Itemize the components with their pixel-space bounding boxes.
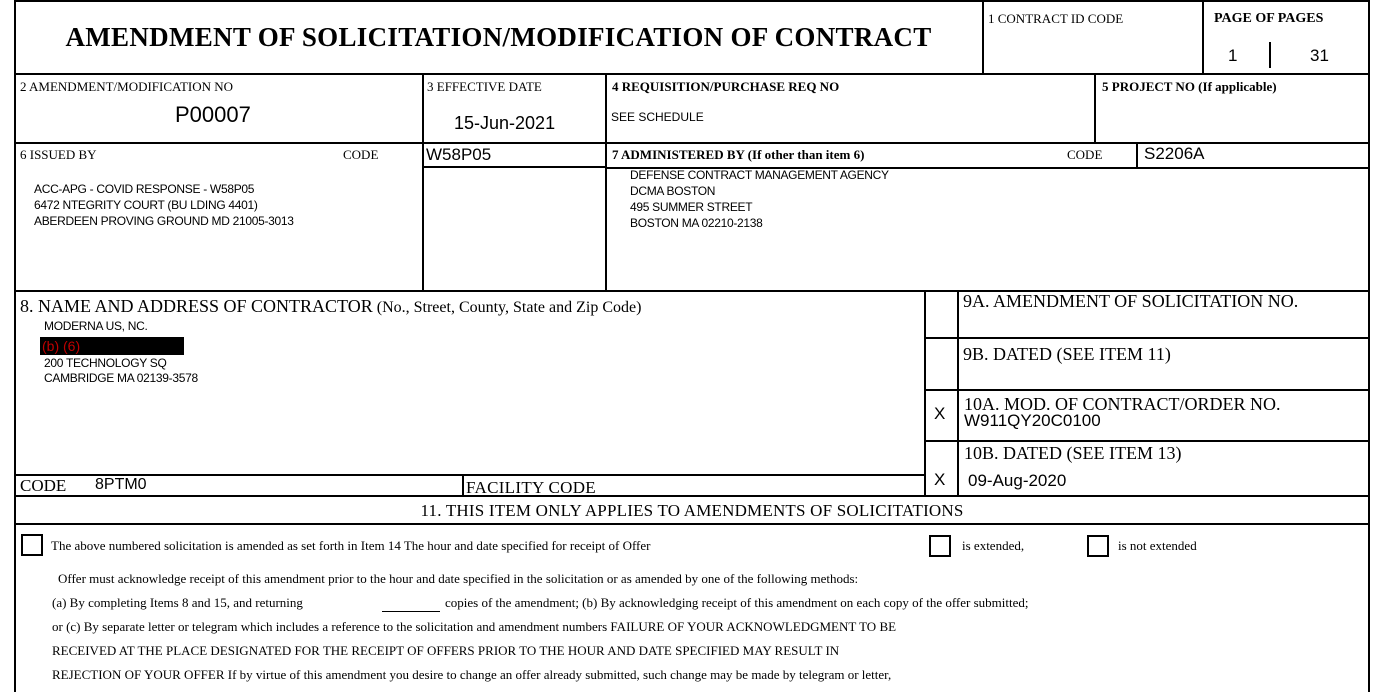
item11-line: RECEIVED AT THE PLACE DESIGNATED FOR THE RECEIPT OF OFFERS PRIOR TO THE HOUR AND DATE SPECIFIED MAY RESULT IN bbox=[52, 643, 840, 658]
divider bbox=[605, 73, 607, 291]
divider bbox=[924, 440, 1369, 442]
address-line: DCMA BOSTON bbox=[630, 184, 716, 198]
address-line: 6472 NTEGRITY COURT (BU LDING 4401) bbox=[34, 198, 258, 212]
project-no-label: 5 PROJECT NO (If applicable) bbox=[1102, 79, 1277, 94]
contractor-name: MODERNA US, NC. bbox=[44, 319, 148, 333]
admin-code-value: S2206A bbox=[1144, 144, 1205, 163]
extended-checkbox[interactable] bbox=[929, 535, 951, 557]
divider bbox=[1202, 0, 1204, 74]
item11-heading: 11. THIS ITEM ONLY APPLIES TO AMENDMENTS OF SOLICITATIONS bbox=[420, 501, 964, 520]
amendment-no-value: P00007 bbox=[175, 102, 251, 127]
dated-10b-label: 10B. DATED (SEE ITEM 13) bbox=[964, 443, 1182, 463]
border-top bbox=[15, 0, 1369, 2]
address-line: CAMBRIDGE MA 02139-3578 bbox=[44, 371, 198, 385]
mod-contract-label: 10A. MOD. OF CONTRACT/ORDER NO. bbox=[964, 394, 1281, 414]
item11-line: (a) By completing Items 8 and 15, and returning bbox=[52, 595, 303, 610]
issued-code-value: W58P05 bbox=[426, 145, 492, 164]
contract-id-label: 1 CONTRACT ID CODE bbox=[988, 11, 1124, 26]
contractor-code-value: 8PTM0 bbox=[95, 476, 147, 493]
border-left bbox=[14, 0, 16, 692]
admin-code-label: CODE bbox=[1067, 147, 1103, 162]
mod-contract-value: W911QY20C0100 bbox=[964, 411, 1101, 430]
address-line: 200 TECHNOLOGY SQ bbox=[44, 356, 167, 370]
item11-line: or (c) By separate letter or telegram which includes a reference to the solicitation and amendment numbers FAILURE OF YOUR ACKNOWLEDGMENT TO BE bbox=[52, 619, 897, 634]
admin-address bbox=[630, 167, 889, 231]
redaction-box: (b) (6) bbox=[40, 337, 184, 355]
address-line: 495 SUMMER STREET bbox=[630, 200, 753, 214]
divider bbox=[462, 474, 464, 496]
border-right bbox=[1368, 0, 1370, 692]
amendment-no-label: 2 AMENDMENT/MODIFICATION NO bbox=[20, 79, 234, 94]
item11-line: copies of the amendment; (b) By acknowledging receipt of this amendment on each copy of the offer submitted; bbox=[445, 595, 1029, 610]
solicitation-amended-text: The above numbered solicitation is amended as set forth in Item 14 The hour and date specified for receipt of Offer bbox=[51, 538, 651, 553]
page-number: 1 bbox=[1228, 46, 1238, 65]
divider bbox=[15, 523, 1369, 525]
dated-9b-label: 9B. DATED (SEE ITEM 11) bbox=[963, 344, 1171, 364]
contractor-label bbox=[20, 296, 641, 317]
copies-blank bbox=[382, 611, 440, 612]
divider bbox=[422, 73, 424, 291]
mod-contract-mark: X bbox=[934, 404, 946, 423]
divider bbox=[924, 290, 926, 496]
page-count: 31 bbox=[1310, 46, 1329, 65]
requisition-label: 4 REQUISITION/PURCHASE REQ NO bbox=[612, 79, 840, 94]
page-divider bbox=[1269, 42, 1271, 68]
divider bbox=[957, 290, 959, 496]
dated-10b-mark: X bbox=[934, 470, 946, 489]
amendment-solicitation-label: 9A. AMENDMENT OF SOLICITATION NO. bbox=[963, 291, 1299, 311]
not-extended-checkbox[interactable] bbox=[1087, 535, 1109, 557]
form-title: AMENDMENT OF SOLICITATION/MODIFICATION OF CONTRACT bbox=[65, 22, 932, 52]
contractor-label-main: 8. NAME AND ADDRESS OF CONTRACTOR bbox=[20, 296, 373, 316]
contractor-code-label: CODE bbox=[20, 476, 67, 495]
divider bbox=[924, 389, 1369, 391]
dated-10b-value: 09-Aug-2020 bbox=[968, 471, 1067, 490]
divider bbox=[1094, 73, 1096, 143]
issued-address bbox=[34, 181, 294, 229]
divider bbox=[924, 337, 1369, 339]
address-line: BOSTON MA 02210-2138 bbox=[630, 216, 763, 230]
contractor-address bbox=[44, 356, 198, 386]
solicitation-amended-checkbox[interactable] bbox=[21, 534, 43, 556]
address-line: DEFENSE CONTRACT MANAGEMENT AGENCY bbox=[630, 168, 889, 182]
divider bbox=[15, 495, 1369, 497]
not-extended-label: is not extended bbox=[1118, 538, 1197, 553]
administered-by-label: 7 ADMINISTERED BY (If other than item 6) bbox=[612, 147, 865, 162]
effective-date-label: 3 EFFECTIVE DATE bbox=[427, 79, 542, 94]
facility-code-label: FACILITY CODE bbox=[466, 478, 596, 497]
contractor-label-sub: (No., Street, County, State and Zip Code) bbox=[376, 299, 642, 316]
address-line: ABERDEEN PROVING GROUND MD 21005-3013 bbox=[34, 214, 294, 228]
issued-by-label: 6 ISSUED BY bbox=[20, 147, 97, 162]
divider bbox=[15, 474, 925, 476]
item11-line: Offer must acknowledge receipt of this amendment prior to the hour and date specified in the solicitation or as amended by one of the following methods: bbox=[58, 571, 859, 586]
item11-line: REJECTION OF YOUR OFFER If by virtue of this amendment you desire to change an offer already submitted, such change may be made by telegram or letter, bbox=[52, 667, 892, 682]
divider bbox=[1136, 142, 1138, 168]
divider bbox=[982, 0, 984, 74]
requisition-value: SEE SCHEDULE bbox=[611, 110, 704, 124]
divider bbox=[422, 166, 606, 168]
effective-date-value: 15-Jun-2021 bbox=[454, 113, 556, 133]
divider bbox=[15, 73, 1369, 75]
address-line: ACC-APG - COVID RESPONSE - W58P05 bbox=[34, 182, 255, 196]
extended-label: is extended, bbox=[962, 538, 1025, 553]
page-of-pages-label: PAGE OF PAGES bbox=[1214, 11, 1324, 26]
issued-code-label: CODE bbox=[343, 147, 379, 162]
